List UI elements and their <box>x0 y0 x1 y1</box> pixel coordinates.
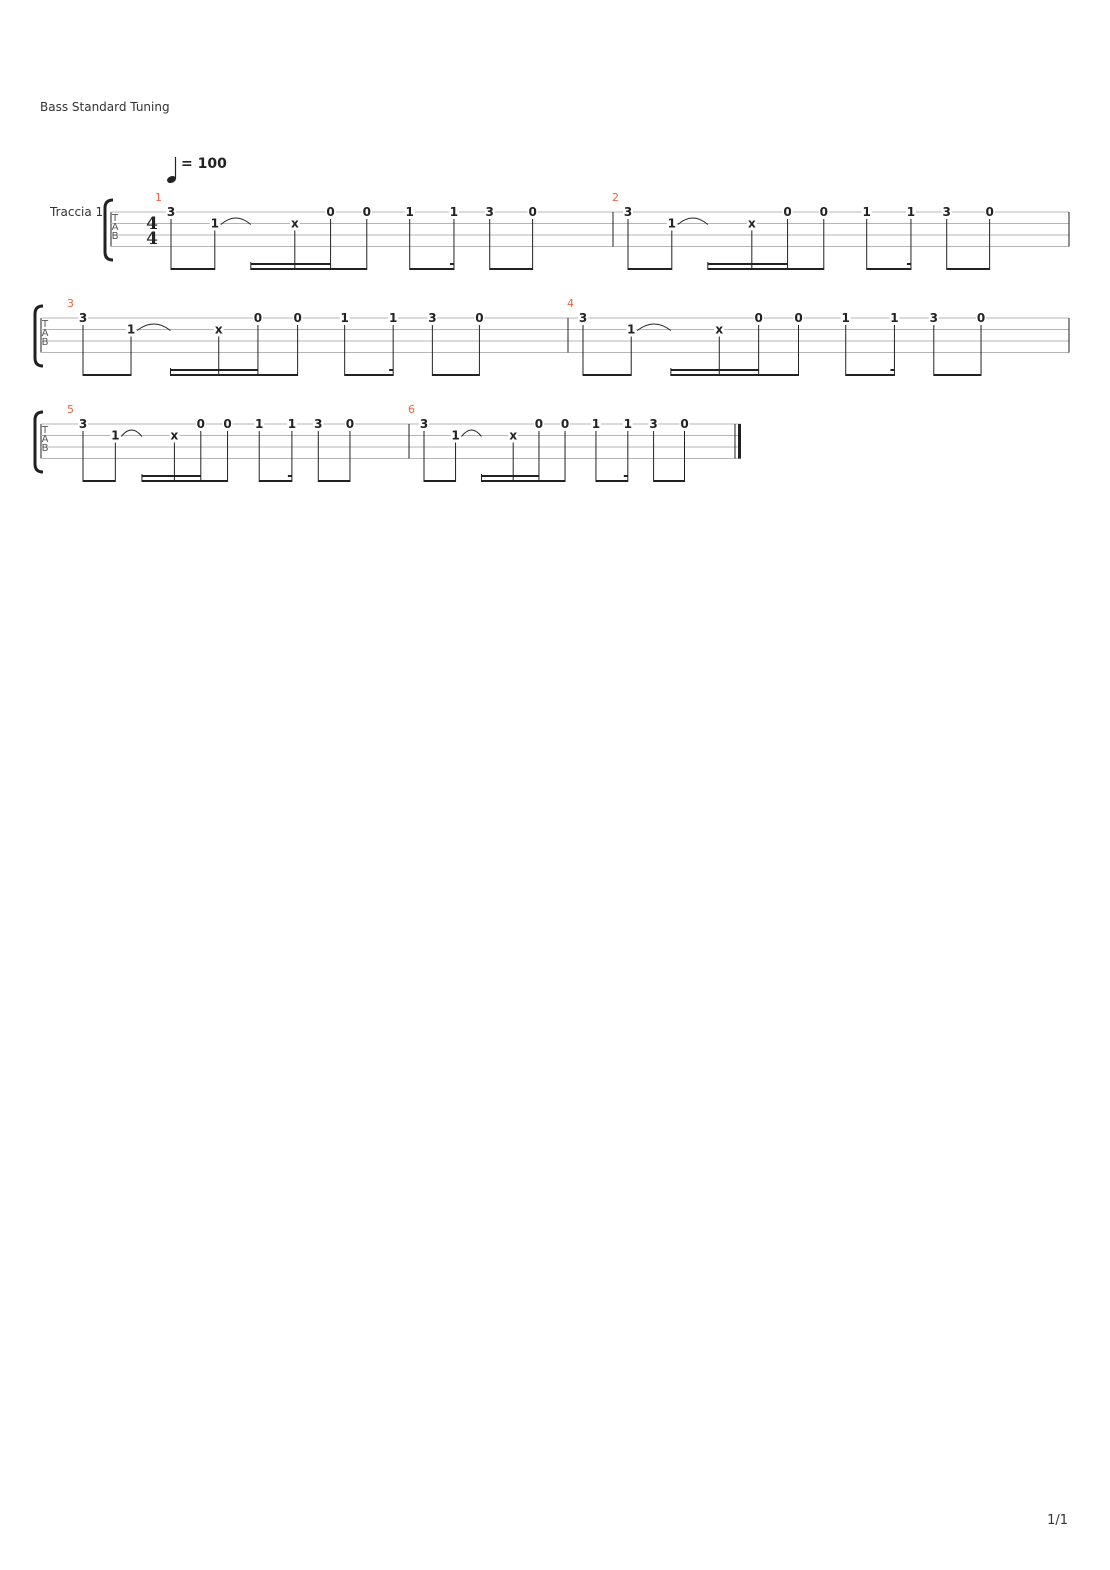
tab-clef-letter: T <box>41 319 49 330</box>
fret-number: 0 <box>534 417 544 431</box>
measure-number: 1 <box>155 191 162 204</box>
page-number: 1/1 <box>1047 1513 1068 1528</box>
fret-number: x <box>290 216 299 231</box>
fret-number: 0 <box>794 311 803 325</box>
track-name: Traccia 1 <box>50 205 104 219</box>
fret-number: 3 <box>942 205 951 219</box>
fret-number: 1 <box>623 417 633 431</box>
measure-number: 4 <box>567 297 574 310</box>
fret-number: 1 <box>841 311 850 325</box>
fret-number: x <box>715 322 724 337</box>
quarter-note-icon <box>165 154 181 186</box>
fret-number: 1 <box>287 417 297 431</box>
fret-number: 1 <box>667 216 676 231</box>
tempo-marking <box>165 154 245 186</box>
fret-number: 3 <box>78 311 88 325</box>
tempo-value: = 100 <box>181 156 227 172</box>
fret-number: 0 <box>196 417 205 431</box>
fret-number: 1 <box>111 428 120 443</box>
fret-number: 1 <box>388 311 398 325</box>
tab-staff-svg <box>0 296 1110 386</box>
fret-number: 1 <box>449 205 459 219</box>
fret-number: 1 <box>210 216 219 231</box>
tab-system-2 <box>0 296 1110 376</box>
fret-number: 0 <box>560 417 570 431</box>
fret-number: 1 <box>591 417 601 431</box>
tab-system-1 <box>0 190 1110 270</box>
tab-clef-letter: B <box>111 231 119 242</box>
fret-number: 0 <box>475 311 484 325</box>
fret-number: 0 <box>985 205 994 219</box>
measure-number: 5 <box>67 403 74 416</box>
fret-number: 3 <box>485 205 494 219</box>
fret-number: 1 <box>405 205 414 219</box>
measure-number: 3 <box>67 297 74 310</box>
fret-number: 3 <box>428 311 437 325</box>
time-signature-bottom: 4 <box>146 229 158 249</box>
tab-clef-letter: A <box>41 434 49 445</box>
tab-clef-letter: B <box>41 443 49 454</box>
tuning-label: Bass Standard Tuning <box>40 100 170 114</box>
tab-staff-svg <box>0 190 1110 280</box>
fret-number: 3 <box>166 205 176 219</box>
fret-number: 3 <box>314 417 323 431</box>
tab-clef-letter: T <box>111 213 119 224</box>
fret-number: 0 <box>253 311 263 325</box>
measure-number: 2 <box>612 191 619 204</box>
fret-number: 1 <box>126 322 136 337</box>
fret-number: 0 <box>223 417 232 431</box>
fret-number: 1 <box>890 311 899 325</box>
fret-number: 1 <box>906 205 916 219</box>
fret-number: 1 <box>862 205 871 219</box>
fret-number: 3 <box>649 417 658 431</box>
fret-number: 3 <box>578 311 588 325</box>
fret-number: 0 <box>293 311 302 325</box>
tab-staff-svg <box>0 402 1110 492</box>
fret-number: 0 <box>326 205 335 219</box>
fret-number: x <box>747 216 756 231</box>
fret-number: 1 <box>451 428 460 443</box>
fret-number: 0 <box>976 311 986 325</box>
tab-clef-letter: A <box>41 328 49 339</box>
fret-number: 3 <box>78 417 88 431</box>
fret-number: x <box>214 322 223 337</box>
fret-number: 3 <box>929 311 938 325</box>
fret-number: 0 <box>819 205 828 219</box>
fret-number: 0 <box>345 417 355 431</box>
tab-clef-letter: T <box>41 425 49 436</box>
fret-number: x <box>170 428 179 443</box>
fret-number: 3 <box>419 417 429 431</box>
tab-clef-letter: B <box>41 337 49 348</box>
fret-number: 0 <box>680 417 689 431</box>
fret-number: 1 <box>627 322 636 337</box>
fret-number: 1 <box>340 311 349 325</box>
fret-number: 1 <box>255 417 264 431</box>
fret-number: 0 <box>754 311 763 325</box>
tab-system-3 <box>0 402 1110 482</box>
tab-clef-letter: A <box>111 222 119 233</box>
fret-number: x <box>509 428 518 443</box>
fret-number: 0 <box>362 205 371 219</box>
fret-number: 0 <box>783 205 792 219</box>
time-signature-top: 4 <box>146 214 158 234</box>
measure-number: 6 <box>408 403 415 416</box>
fret-number: 0 <box>528 205 537 219</box>
fret-number: 3 <box>623 205 633 219</box>
